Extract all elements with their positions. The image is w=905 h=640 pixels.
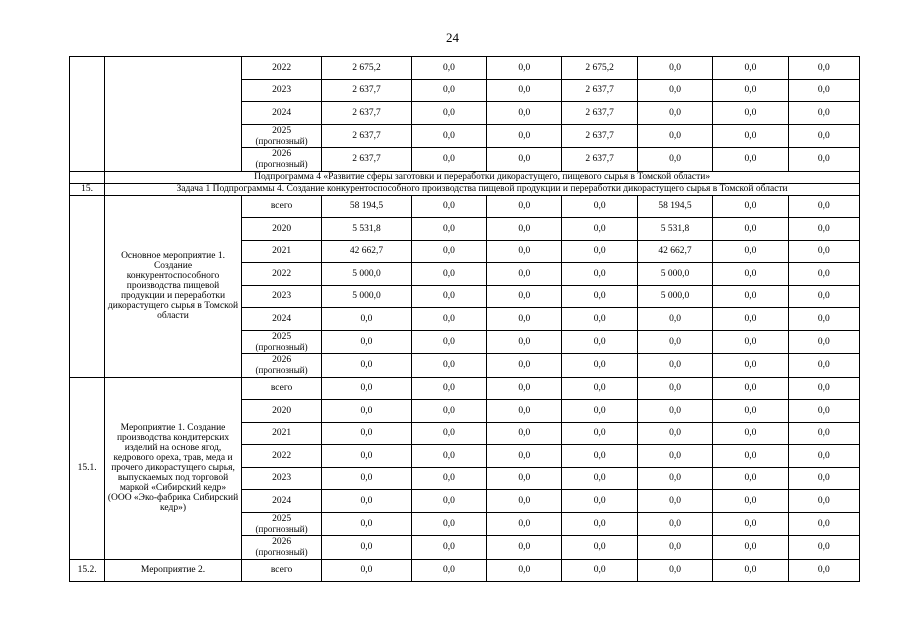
value-cell: 0,0 — [411, 308, 486, 331]
value-cell: 0,0 — [713, 400, 788, 423]
value-cell: 0,0 — [322, 445, 411, 468]
index-cell — [70, 57, 105, 172]
value-cell: 0,0 — [788, 218, 859, 241]
year-cell — [241, 512, 321, 536]
year-label: 2022 — [272, 450, 292, 461]
year-cell — [241, 490, 321, 513]
value-cell: 0,0 — [411, 102, 486, 125]
value-cell: 2 675,2 — [322, 57, 411, 80]
table-row — [70, 57, 860, 80]
value-cell: 0,0 — [562, 445, 637, 468]
value-cell: 0,0 — [562, 512, 637, 536]
year-label: 2020 — [272, 405, 292, 416]
value-cell: 0,0 — [713, 57, 788, 80]
value-cell: 0,0 — [411, 445, 486, 468]
value-cell: 0,0 — [713, 330, 788, 354]
year-cell — [241, 400, 321, 423]
value-cell: 0,0 — [411, 512, 486, 536]
year-label: 2023 — [272, 473, 292, 484]
value-cell: 2 637,7 — [562, 124, 637, 148]
value-cell: 0,0 — [487, 218, 562, 241]
value-cell: 5 531,8 — [322, 218, 411, 241]
value-cell: 0,0 — [411, 422, 486, 445]
value-cell: 0,0 — [322, 467, 411, 490]
value-cell: 0,0 — [411, 195, 486, 218]
value-cell: 0,0 — [788, 445, 859, 468]
value-cell: 0,0 — [562, 195, 637, 218]
value-cell: 0,0 — [788, 148, 859, 172]
value-cell: 0,0 — [713, 263, 788, 286]
value-cell: 0,0 — [411, 377, 486, 400]
value-cell: 0,0 — [713, 308, 788, 331]
value-cell: 0,0 — [411, 57, 486, 80]
value-cell: 0,0 — [562, 218, 637, 241]
value-cell: 0,0 — [562, 308, 637, 331]
year-cell — [241, 79, 321, 102]
value-cell: 0,0 — [713, 240, 788, 263]
table-row — [70, 559, 860, 582]
measure-name: Мероприятие 2. — [105, 559, 242, 582]
value-cell: 0,0 — [788, 377, 859, 400]
value-cell: 0,0 — [788, 330, 859, 354]
value-cell: 42 662,7 — [637, 240, 712, 263]
value-cell: 0,0 — [788, 490, 859, 513]
measure-index: 15.2. — [70, 559, 105, 582]
value-cell: 2 637,7 — [562, 102, 637, 125]
value-cell: 0,0 — [788, 240, 859, 263]
value-cell: 0,0 — [322, 559, 411, 582]
value-cell: 0,0 — [487, 512, 562, 536]
year-label: всего — [270, 565, 293, 576]
value-cell: 0,0 — [487, 330, 562, 354]
name-cell — [105, 57, 242, 172]
value-cell: 0,0 — [637, 559, 712, 582]
value-cell: 0,0 — [411, 536, 486, 560]
value-cell: 0,0 — [637, 79, 712, 102]
year-cell — [241, 57, 321, 80]
value-cell: 0,0 — [411, 400, 486, 423]
value-cell: 0,0 — [562, 263, 637, 286]
forecast-note: (прогнозный) — [255, 341, 308, 352]
value-cell: 0,0 — [487, 124, 562, 148]
forecast-note: (прогнозный) — [255, 547, 308, 558]
value-cell: 5 531,8 — [637, 218, 712, 241]
value-cell: 0,0 — [487, 377, 562, 400]
year-label: 2024 — [272, 495, 292, 506]
year-cell — [241, 263, 321, 286]
task-row — [70, 183, 860, 195]
value-cell: 0,0 — [637, 148, 712, 172]
value-cell: 0,0 — [411, 285, 486, 308]
value-cell: 0,0 — [487, 467, 562, 490]
value-cell: 0,0 — [713, 445, 788, 468]
value-cell: 0,0 — [713, 354, 788, 378]
value-cell: 0,0 — [713, 285, 788, 308]
value-cell: 0,0 — [637, 377, 712, 400]
year-cell — [241, 195, 321, 218]
value-cell: 0,0 — [713, 536, 788, 560]
value-cell: 0,0 — [487, 445, 562, 468]
value-cell: 0,0 — [713, 79, 788, 102]
year-label: 2023 — [272, 85, 292, 96]
value-cell: 0,0 — [411, 330, 486, 354]
value-cell: 0,0 — [322, 354, 411, 378]
year-cell — [241, 285, 321, 308]
year-cell — [241, 467, 321, 490]
page-number: 24 — [446, 30, 459, 45]
year-label: 2026 — [272, 355, 292, 366]
value-cell: 0,0 — [562, 285, 637, 308]
value-cell: 0,0 — [322, 490, 411, 513]
value-cell: 2 637,7 — [322, 102, 411, 125]
value-cell: 0,0 — [487, 559, 562, 582]
year-label: 2020 — [272, 223, 292, 234]
index-cell — [70, 171, 105, 183]
value-cell: 0,0 — [487, 263, 562, 286]
value-cell: 0,0 — [487, 240, 562, 263]
forecast-note: (прогнозный) — [255, 523, 308, 534]
year-label: 2023 — [272, 291, 292, 302]
value-cell: 0,0 — [411, 490, 486, 513]
value-cell: 0,0 — [637, 467, 712, 490]
year-cell — [241, 218, 321, 241]
year-label: 2024 — [272, 107, 292, 118]
value-cell: 0,0 — [562, 377, 637, 400]
year-label: 2026 — [272, 537, 292, 548]
value-cell: 0,0 — [487, 195, 562, 218]
measure-name: Основное мероприятие 1. Создание конкурентоспособного производства пищевой продукции и переработки дикорастущего сырья в Томской области — [105, 195, 242, 377]
year-cell — [241, 536, 321, 560]
value-cell: 2 637,7 — [322, 148, 411, 172]
measure-index — [70, 195, 105, 377]
value-cell: 0,0 — [411, 263, 486, 286]
value-cell: 0,0 — [322, 536, 411, 560]
year-cell — [241, 330, 321, 354]
measure-name: Мероприятие 1. Создание производства кондитерских изделий на основе ягод, кедрового ореха, трав, меда и прочего дикорастущего сырья, выпускаемых под торговой маркой «Сибирский кедр» (ООО «Эко-фабрика Сибирский кедр») — [105, 377, 242, 559]
value-cell: 0,0 — [713, 218, 788, 241]
value-cell: 0,0 — [487, 285, 562, 308]
value-cell: 0,0 — [788, 467, 859, 490]
value-cell: 0,0 — [637, 445, 712, 468]
value-cell: 0,0 — [562, 240, 637, 263]
value-cell: 0,0 — [788, 285, 859, 308]
budget-table — [69, 56, 860, 582]
value-cell: 0,0 — [487, 79, 562, 102]
value-cell: 0,0 — [788, 79, 859, 102]
value-cell: 0,0 — [788, 308, 859, 331]
value-cell: 0,0 — [788, 536, 859, 560]
value-cell: 0,0 — [411, 79, 486, 102]
value-cell: 5 000,0 — [637, 285, 712, 308]
year-cell — [241, 148, 321, 172]
year-label: всего — [270, 201, 293, 212]
subprogram-row — [70, 171, 860, 183]
value-cell: 5 000,0 — [322, 285, 411, 308]
value-cell: 42 662,7 — [322, 240, 411, 263]
value-cell: 2 637,7 — [562, 148, 637, 172]
value-cell: 0,0 — [713, 102, 788, 125]
value-cell: 0,0 — [322, 422, 411, 445]
value-cell: 0,0 — [411, 218, 486, 241]
year-label: 2024 — [272, 313, 292, 324]
task-index: 15. — [70, 183, 105, 195]
value-cell: 0,0 — [487, 102, 562, 125]
value-cell: 5 000,0 — [322, 263, 411, 286]
year-label: 2022 — [272, 268, 292, 279]
value-cell: 0,0 — [713, 148, 788, 172]
value-cell: 0,0 — [637, 57, 712, 80]
year-cell — [241, 308, 321, 331]
value-cell: 0,0 — [713, 512, 788, 536]
task-title: Задача 1 Подпрограммы 4. Создание конкурентоспособного производства пищевой продукции и переработки дикорастущего сырья в Томской области — [105, 183, 860, 195]
value-cell: 0,0 — [788, 263, 859, 286]
measure-index: 15.1. — [70, 377, 105, 559]
value-cell: 0,0 — [562, 559, 637, 582]
year-cell — [241, 124, 321, 148]
value-cell: 0,0 — [322, 377, 411, 400]
value-cell: 0,0 — [562, 422, 637, 445]
forecast-note: (прогнозный) — [255, 159, 308, 170]
value-cell: 0,0 — [637, 124, 712, 148]
value-cell: 0,0 — [487, 148, 562, 172]
value-cell: 0,0 — [637, 308, 712, 331]
value-cell: 0,0 — [788, 512, 859, 536]
value-cell: 0,0 — [322, 512, 411, 536]
value-cell: 0,0 — [411, 148, 486, 172]
value-cell: 5 000,0 — [637, 263, 712, 286]
year-label: всего — [270, 383, 293, 394]
value-cell: 0,0 — [637, 422, 712, 445]
value-cell: 0,0 — [411, 240, 486, 263]
year-label: 2022 — [272, 62, 292, 73]
value-cell: 0,0 — [788, 124, 859, 148]
value-cell: 0,0 — [487, 308, 562, 331]
value-cell: 0,0 — [788, 400, 859, 423]
value-cell: 0,0 — [487, 490, 562, 513]
value-cell: 0,0 — [788, 559, 859, 582]
year-cell — [241, 445, 321, 468]
value-cell: 0,0 — [562, 330, 637, 354]
year-label: 2026 — [272, 149, 292, 160]
value-cell: 0,0 — [487, 422, 562, 445]
value-cell: 0,0 — [411, 354, 486, 378]
year-label: 2025 — [272, 125, 292, 136]
value-cell: 0,0 — [562, 490, 637, 513]
value-cell: 0,0 — [788, 354, 859, 378]
value-cell: 2 675,2 — [562, 57, 637, 80]
value-cell: 2 637,7 — [322, 124, 411, 148]
value-cell: 0,0 — [562, 536, 637, 560]
value-cell: 0,0 — [411, 467, 486, 490]
year-label: 2021 — [272, 428, 292, 439]
value-cell: 0,0 — [637, 102, 712, 125]
subprogram-title: Подпрограмма 4 «Развитие сферы заготовки и переработки дикорастущего, пищевого сырья в Томской области» — [105, 171, 860, 183]
year-cell — [241, 354, 321, 378]
year-cell — [241, 559, 321, 582]
value-cell: 0,0 — [487, 57, 562, 80]
value-cell: 0,0 — [713, 195, 788, 218]
value-cell: 0,0 — [713, 559, 788, 582]
value-cell: 0,0 — [562, 400, 637, 423]
value-cell: 0,0 — [562, 467, 637, 490]
table-row — [70, 195, 860, 218]
year-label: 2021 — [272, 246, 292, 257]
value-cell: 0,0 — [487, 400, 562, 423]
year-cell — [241, 102, 321, 125]
table-row — [70, 377, 860, 400]
value-cell: 0,0 — [713, 124, 788, 148]
value-cell: 0,0 — [788, 57, 859, 80]
value-cell: 0,0 — [322, 330, 411, 354]
value-cell: 0,0 — [411, 559, 486, 582]
value-cell: 58 194,5 — [322, 195, 411, 218]
value-cell: 0,0 — [562, 354, 637, 378]
forecast-note: (прогнозный) — [255, 135, 308, 146]
value-cell: 0,0 — [637, 330, 712, 354]
value-cell: 0,0 — [637, 354, 712, 378]
year-label: 2025 — [272, 513, 292, 524]
value-cell: 0,0 — [788, 102, 859, 125]
value-cell: 0,0 — [713, 422, 788, 445]
year-cell — [241, 240, 321, 263]
value-cell: 2 637,7 — [322, 79, 411, 102]
value-cell: 0,0 — [322, 400, 411, 423]
value-cell: 58 194,5 — [637, 195, 712, 218]
value-cell: 0,0 — [322, 308, 411, 331]
value-cell: 0,0 — [637, 512, 712, 536]
value-cell: 0,0 — [713, 377, 788, 400]
value-cell: 0,0 — [788, 422, 859, 445]
value-cell: 0,0 — [713, 467, 788, 490]
year-cell — [241, 377, 321, 400]
value-cell: 0,0 — [637, 536, 712, 560]
value-cell: 0,0 — [637, 490, 712, 513]
value-cell: 0,0 — [637, 400, 712, 423]
value-cell: 0,0 — [788, 195, 859, 218]
value-cell: 0,0 — [713, 490, 788, 513]
value-cell: 2 637,7 — [562, 79, 637, 102]
year-label: 2025 — [272, 331, 292, 342]
value-cell: 0,0 — [487, 354, 562, 378]
forecast-note: (прогнозный) — [255, 365, 308, 376]
year-cell — [241, 422, 321, 445]
value-cell: 0,0 — [487, 536, 562, 560]
value-cell: 0,0 — [411, 124, 486, 148]
